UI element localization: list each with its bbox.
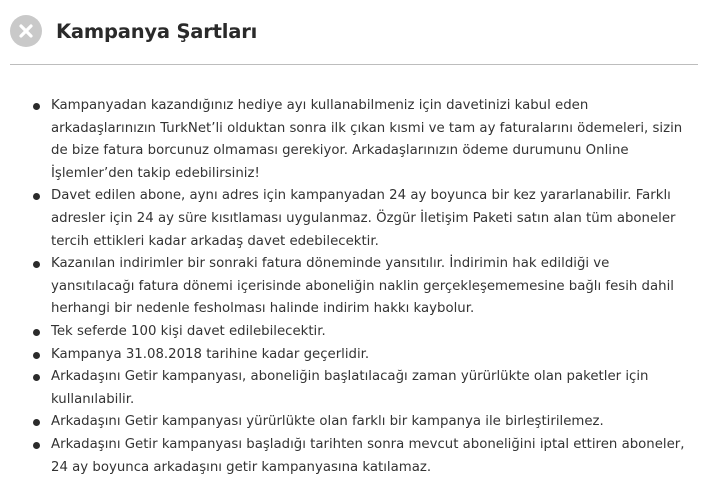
bullet-icon: [33, 352, 40, 359]
terms-list-item: [30, 185, 690, 253]
terms-list: [30, 95, 690, 479]
term-text: Davet edilen abone, aynı adres için kampanyadan 24 ay boyunca bir kez yararlanabilir. Farklı adresler için 24 ay süre kısıtlaması uygulanmaz. Özgür İletişim Paketi satın alan tüm aboneler tercih ettikleri kadar arkadaş davet edebilecektir.: [51, 188, 676, 249]
terms-list-item: [30, 344, 690, 367]
terms-list-item: [30, 411, 690, 434]
term-text: Arkadaşını Getir kampanyası, aboneliğin başlatılacağı zaman yürürlükte olan paketler için kullanılabilir.: [51, 369, 649, 407]
term-text: Arkadaşını Getir kampanyası yürürlükte olan farklı bir kampanya ile birleştirilemez.: [51, 414, 604, 430]
modal-header: [10, 13, 257, 49]
term-text: Kazanılan indirimler bir sonraki fatura döneminde yansıtılır. İndirimin hak edildiği ve yansıtılacağı fatura dönemi içerisinde aboneliğin naklin gerçekleşememesine bağlı fesih dahil herhangi bir nedenle fesholması halinde indirim hakkı kaybolur.: [51, 256, 674, 317]
bullet-icon: [33, 374, 40, 381]
term-text: Tek seferde 100 kişi davet edilebilecektir.: [51, 323, 326, 339]
terms-list-item: [30, 321, 690, 344]
term-text: Kampanya 31.08.2018 tarihine kadar geçerlidir.: [51, 346, 370, 362]
term-text: Arkadaşını Getir kampanyası başladığı tarihten sonra mevcut aboneliğini iptal ettiren aboneler, 24 ay boyunca arkadaşını getir kampanyasına katılamaz.: [51, 436, 685, 475]
terms-list-item: [30, 366, 690, 411]
term-text: Kampanyadan kazandığınız hediye ayı kullanabilmeniz için davetinizi kabul eden arkadaşlarınızın TurkNet’li olduktan sonra ilk çıkan kısmi ve tam ay faturalarını ödemeleri, sizin de bize fatura borcunuz olmaması gerekiyor. Arkadaşlarınızın ödeme durumunu Online İşlemler’den takip edebilirsiniz!: [51, 98, 683, 181]
close-button[interactable]: [10, 15, 42, 47]
bullet-icon: [33, 329, 40, 336]
bullet-icon: [33, 193, 40, 200]
bullet-icon: [33, 419, 40, 426]
terms-list-item: [30, 434, 690, 479]
terms-list-item: [30, 253, 690, 321]
close-icon: [18, 23, 34, 39]
bullet-icon: [33, 103, 40, 110]
bullet-icon: [33, 261, 40, 268]
modal-title: Kampanya Şartları: [56, 19, 258, 43]
bullet-icon: [33, 442, 40, 449]
terms-list-item: [30, 95, 690, 185]
header-divider: [10, 64, 698, 65]
